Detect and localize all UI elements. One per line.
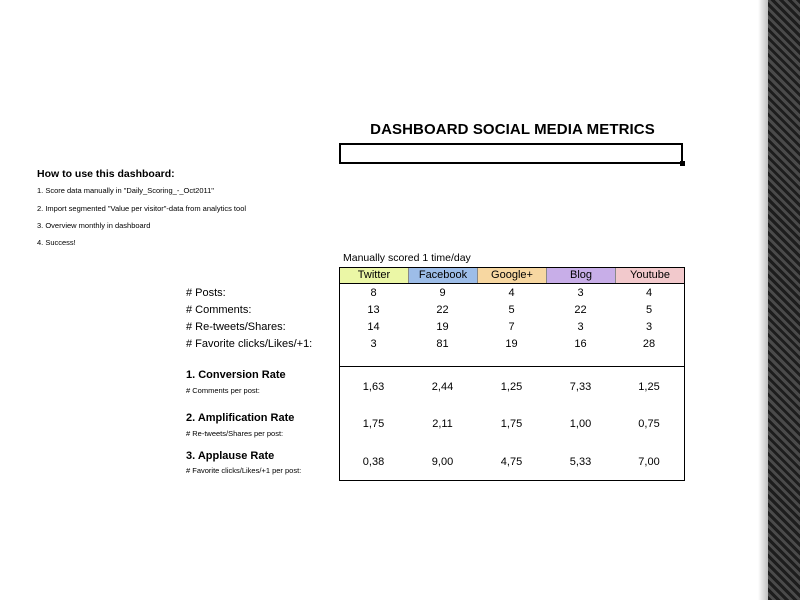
carbon-edge-decoration — [768, 0, 800, 600]
rate-sub-conversion: # Comments per post: — [186, 386, 260, 395]
channel-header-twitter: Twitter — [340, 268, 409, 283]
value-cell: 5 — [645, 304, 653, 316]
value-cell: 4,75 — [500, 456, 523, 468]
rate-row-amplification — [339, 418, 685, 430]
value-cell: 1,25 — [500, 381, 523, 393]
value-cell: 0,38 — [362, 456, 385, 468]
metric-row-comments — [339, 304, 685, 316]
value-cell: 5 — [508, 304, 515, 316]
value-cell: 3 — [577, 321, 584, 333]
channel-header-row — [339, 267, 685, 284]
value-cell: 1,00 — [569, 418, 592, 430]
value-cell: 81 — [436, 338, 449, 350]
channel-header-youtube: Youtube — [616, 268, 684, 283]
howto-step: 1. Score data manually in "Daily_Scoring_-_Oct2011" — [37, 186, 214, 195]
value-cell: 14 — [367, 321, 380, 333]
value-cell: 5,33 — [569, 456, 592, 468]
value-cell: 2,11 — [432, 418, 453, 430]
metric-row-posts — [339, 287, 685, 299]
value-cell: 0,75 — [638, 418, 660, 430]
value-cell: 3 — [645, 321, 653, 333]
value-cell: 9 — [439, 287, 446, 299]
value-cell: 3 — [577, 287, 584, 299]
value-cell: 22 — [574, 304, 587, 316]
value-cell: 4 — [645, 287, 653, 299]
value-cell: 19 — [436, 321, 449, 333]
value-cell: 1,75 — [500, 418, 523, 430]
value-cell: 19 — [505, 338, 518, 350]
value-cell: 7,00 — [638, 456, 660, 468]
channel-header-googleplus: Google+ — [478, 268, 547, 283]
value-cell: 13 — [367, 304, 380, 316]
edge-shadow — [758, 0, 768, 600]
value-cell: 16 — [574, 338, 587, 350]
howto-step: 3. Overview monthly in dashboard — [37, 221, 151, 230]
title-input-cell[interactable] — [339, 143, 683, 164]
howto-step: 2. Import segmented "Value per visitor"-data from analytics tool — [37, 204, 247, 213]
value-cell: 1,75 — [362, 418, 385, 430]
metric-label-retweets: # Re-tweets/Shares: — [186, 321, 286, 333]
metric-label-comments: # Comments: — [186, 304, 252, 316]
channel-header-facebook: Facebook — [409, 268, 478, 283]
value-cell: 28 — [642, 338, 656, 350]
value-cell: 2,44 — [431, 381, 454, 393]
metric-row-favorites — [339, 338, 685, 350]
metric-label-posts: # Posts: — [186, 287, 226, 299]
value-cell: 4 — [508, 287, 515, 299]
rate-sub-amplification: # Re-tweets/Shares per post: — [186, 429, 284, 438]
rate-sub-applause: # Favorite clicks/Likes/+1 per post: — [186, 466, 302, 475]
value-cell: 22 — [436, 304, 449, 316]
cell-fill-handle[interactable] — [680, 161, 685, 166]
value-cell: 9,00 — [431, 456, 454, 468]
rate-row-applause — [339, 456, 685, 468]
metric-row-retweets — [339, 321, 685, 333]
rate-title-conversion: 1. Conversion Rate — [186, 369, 286, 381]
metric-label-favorites: # Favorite clicks/Likes/+1: — [186, 338, 313, 350]
value-cell: 3 — [370, 338, 377, 350]
value-cell: 7,33 — [569, 381, 592, 393]
value-cell: 7 — [508, 321, 515, 333]
value-cell: 8 — [370, 287, 377, 299]
manual-scoring-label: Manually scored 1 time/day — [343, 252, 471, 264]
dashboard-title: DASHBOARD SOCIAL MEDIA METRICS — [370, 121, 655, 138]
howto-heading: How to use this dashboard: — [37, 168, 175, 180]
rate-row-conversion — [339, 381, 685, 393]
value-cell: 1,63 — [362, 381, 385, 393]
value-cell: 1,25 — [638, 381, 660, 393]
rate-title-amplification: 2. Amplification Rate — [186, 412, 295, 424]
howto-step: 4. Success! — [37, 238, 76, 247]
channel-header-blog: Blog — [547, 268, 616, 283]
rate-title-applause: 3. Applause Rate — [186, 450, 275, 462]
